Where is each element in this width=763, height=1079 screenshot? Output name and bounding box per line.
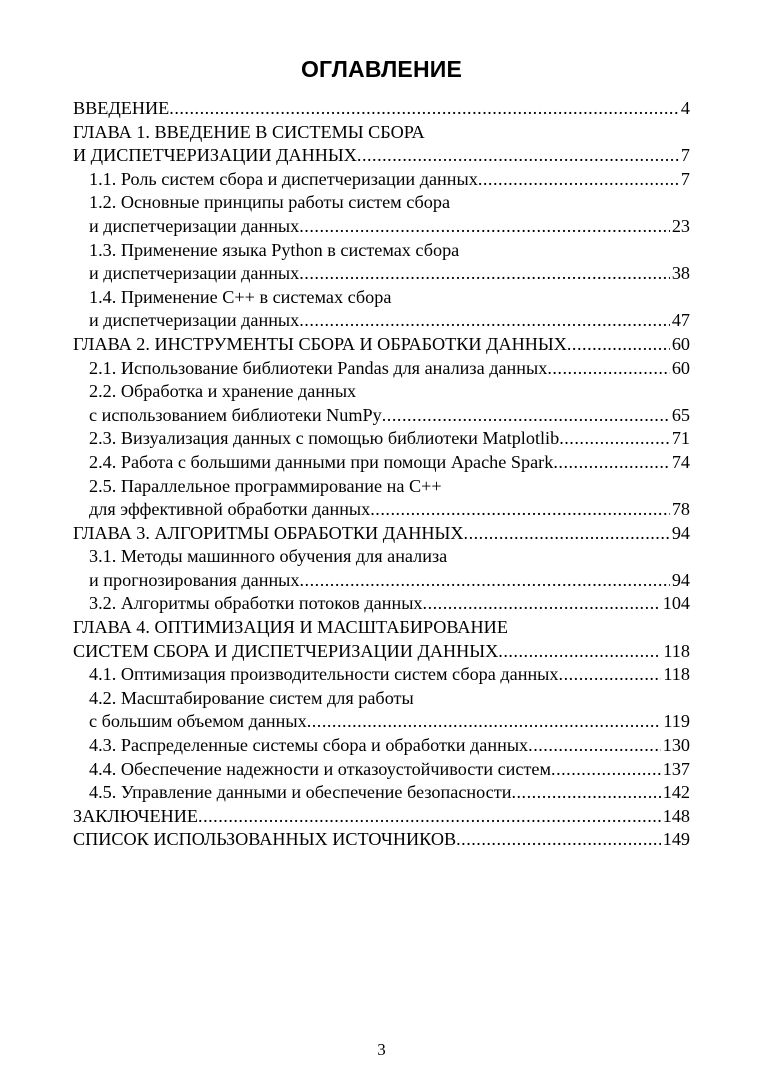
dot-leader — [478, 168, 679, 192]
toc-entry-title: 4.1. Оптимизация производительности систем сбора данных — [89, 664, 559, 685]
page-title: ОГЛАВЛЕНИЕ — [300, 56, 463, 82]
dot-leader — [498, 640, 661, 664]
toc-chapter-entry[interactable] — [73, 121, 690, 168]
toc-entry-title: и диспетчеризации данных — [89, 263, 300, 284]
toc-page-number: 118 — [663, 640, 690, 661]
toc-entry-leader-line — [89, 498, 690, 522]
toc-page-number: 74 — [671, 451, 690, 472]
dot-leader — [382, 404, 670, 428]
dot-leader — [299, 309, 670, 333]
toc-section-entry[interactable] — [73, 545, 690, 592]
toc-entry-leader-line — [89, 710, 690, 734]
toc-page-number: 23 — [671, 215, 690, 236]
toc-entry-leader-line — [89, 734, 690, 758]
dot-leader — [299, 262, 670, 286]
dot-leader — [370, 498, 670, 522]
toc-entry-title: с использованием библиотеки NumPy — [89, 404, 382, 425]
toc-entry-title: 4.3. Распределенные системы сбора и обработки данных — [89, 735, 529, 756]
dot-leader — [299, 215, 670, 239]
toc-entry-title: СПИСОК ИСПОЛЬЗОВАННЫХ ИСТОЧНИКОВ — [73, 829, 457, 850]
dot-leader — [547, 357, 669, 381]
toc-entry-title: 4.5. Управление данными и обеспечение безопасности — [89, 782, 512, 803]
dot-leader — [559, 663, 662, 687]
toc-section-entry[interactable] — [73, 451, 690, 475]
toc-section-entry[interactable] — [73, 357, 690, 381]
toc-entry-title-line: 1.2. Основные принципы работы систем сбора — [89, 192, 451, 213]
toc-entry-leader-line — [89, 357, 690, 381]
toc-page-number: 7 — [680, 168, 690, 189]
toc-section-entry[interactable] — [73, 475, 690, 522]
toc-page-number: 142 — [662, 782, 690, 803]
toc-section-entry[interactable] — [73, 427, 690, 451]
toc-section-entry[interactable] — [73, 734, 690, 758]
toc-entry-leader-line — [89, 427, 690, 451]
toc-entry-title: 3.2. Алгоритмы обработки потоков данных — [89, 593, 423, 614]
toc-entry-leader-line — [89, 262, 690, 286]
toc-entry-title-line: 2.5. Параллельное программирование на C++ — [89, 475, 442, 496]
toc-entry-title: и диспетчеризации данных — [89, 310, 300, 331]
dot-leader — [169, 97, 679, 121]
toc-section-entry[interactable] — [73, 781, 690, 805]
toc-entry-title: 2.1. Использование библиотеки Pandas для анализа данных — [89, 357, 548, 378]
page-number: 3 — [377, 1040, 386, 1059]
toc-entry-leader-line — [89, 781, 690, 805]
toc-page-number: 119 — [663, 711, 690, 732]
toc-entry-title: СИСТЕМ СБОРА И ДИСПЕТЧЕРИЗАЦИИ ДАННЫХ — [73, 640, 499, 661]
toc-entry-leader-line — [89, 663, 690, 687]
toc-section-entry[interactable] — [73, 687, 690, 734]
toc-entry-title-line: 1.4. Применение C++ в системах сбора — [89, 286, 392, 307]
toc-entry-leader-line — [89, 168, 690, 192]
toc-entry-leader-line — [73, 97, 690, 121]
toc-entry-title: И ДИСПЕТЧЕРИЗАЦИИ ДАННЫХ — [73, 145, 357, 166]
toc-entry-title-line: 4.2. Масштабирование систем для работы — [89, 687, 414, 708]
toc-entry-leader-line — [73, 805, 690, 829]
toc-entry-title: и диспетчеризации данных — [89, 215, 300, 236]
toc-entry-title-line: 2.2. Обработка и хранение данных — [89, 381, 357, 402]
toc-page-number: 137 — [662, 758, 690, 779]
dot-leader — [551, 758, 661, 782]
toc-section-entry[interactable] — [73, 239, 690, 286]
toc-section-entry[interactable] — [73, 286, 690, 333]
toc-chapter-entry[interactable] — [73, 97, 690, 121]
toc-entry-title: для эффективной обработки данных — [89, 499, 371, 520]
toc-page-number: 78 — [671, 499, 690, 520]
dot-leader — [357, 144, 679, 168]
toc-entry-title-line: 1.3. Применение языка Python в системах сбора — [89, 239, 460, 260]
toc-entry-title: ГЛАВА 2. ИНСТРУМЕНТЫ СБОРА И ОБРАБОТКИ ДАННЫХ — [73, 333, 567, 354]
dot-leader — [511, 781, 660, 805]
toc-page-number: 71 — [671, 428, 690, 449]
toc-section-entry[interactable] — [73, 380, 690, 427]
toc-entry-leader-line — [89, 404, 690, 428]
toc-page-number: 65 — [671, 404, 690, 425]
toc-section-entry[interactable] — [73, 592, 690, 616]
toc-page-number: 94 — [671, 569, 690, 590]
toc-entry-title: 2.4. Работа с большими данными при помощи Apache Spark — [89, 451, 554, 472]
toc-entry-title: 2.3. Визуализация данных с помощью библиотеки Matplotlib — [89, 428, 560, 449]
toc-page-number: 60 — [671, 357, 690, 378]
toc-chapter-entry[interactable] — [73, 616, 690, 663]
toc-section-entry[interactable] — [73, 663, 690, 687]
toc-entry-leader-line — [73, 522, 690, 546]
toc-chapter-entry[interactable] — [73, 828, 690, 852]
toc-page-number: 118 — [663, 664, 690, 685]
toc-entry-leader-line — [89, 569, 690, 593]
toc-chapter-entry[interactable] — [73, 522, 690, 546]
dot-leader — [567, 333, 670, 357]
toc-entry-title: ВВЕДЕНИЕ — [73, 98, 170, 118]
toc-entry-leader-line — [89, 309, 690, 333]
toc-page-number: 4 — [680, 98, 690, 118]
toc-page-number: 7 — [680, 145, 690, 166]
toc-entry-title-line: ГЛАВА 4. ОПТИМИЗАЦИЯ И МАСШТАБИРОВАНИЕ — [73, 617, 508, 638]
toc-entry-leader-line — [89, 592, 690, 616]
dot-leader — [464, 522, 670, 546]
toc-entry-title: и прогнозирования данных — [89, 569, 300, 590]
dot-leader — [300, 569, 670, 593]
toc-page-number: 149 — [662, 829, 690, 850]
dot-leader — [553, 451, 669, 475]
toc-section-entry[interactable] — [73, 191, 690, 238]
toc-page-number: 47 — [671, 310, 690, 331]
toc-entry-title: ГЛАВА 3. АЛГОРИТМЫ ОБРАБОТКИ ДАННЫХ — [73, 522, 464, 543]
toc-entry-leader-line — [89, 215, 690, 239]
toc-entry-title-line: 3.1. Методы машинного обучения для анализа — [89, 546, 448, 567]
dot-leader — [528, 734, 661, 758]
toc-page-number: 104 — [662, 593, 690, 614]
toc-chapter-entry[interactable] — [73, 805, 690, 829]
toc-page-number: 94 — [671, 522, 690, 543]
toc-entry-leader-line — [73, 640, 690, 664]
toc-page-number: 130 — [662, 735, 690, 756]
dot-leader — [559, 427, 670, 451]
toc-page-number: 148 — [662, 805, 690, 826]
table-of-contents — [73, 97, 690, 852]
toc-entry-leader-line — [73, 828, 690, 852]
toc-chapter-entry[interactable] — [73, 333, 690, 357]
toc-entry-leader-line — [73, 333, 690, 357]
dot-leader — [456, 828, 661, 852]
toc-entry-leader-line — [73, 144, 690, 168]
dot-leader — [198, 805, 661, 829]
toc-entry-leader-line — [89, 451, 690, 475]
toc-entry-title: с большим объемом данных — [89, 711, 307, 732]
toc-section-entry[interactable] — [73, 168, 690, 192]
toc-entry-title: 1.1. Роль систем сбора и диспетчеризации данных — [89, 168, 478, 189]
dot-leader — [307, 710, 662, 734]
toc-page-number: 60 — [671, 333, 690, 354]
toc-section-entry[interactable] — [73, 758, 690, 782]
dot-leader — [423, 592, 661, 616]
toc-entry-leader-line — [89, 758, 690, 782]
toc-entry-title-line: ГЛАВА 1. ВВЕДЕНИЕ В СИСТЕМЫ СБОРА — [73, 121, 425, 142]
toc-page-number: 38 — [671, 263, 690, 284]
toc-entry-title: ЗАКЛЮЧЕНИЕ — [73, 805, 199, 826]
toc-entry-title: 4.4. Обеспечение надежности и отказоустойчивости систем — [89, 758, 552, 779]
